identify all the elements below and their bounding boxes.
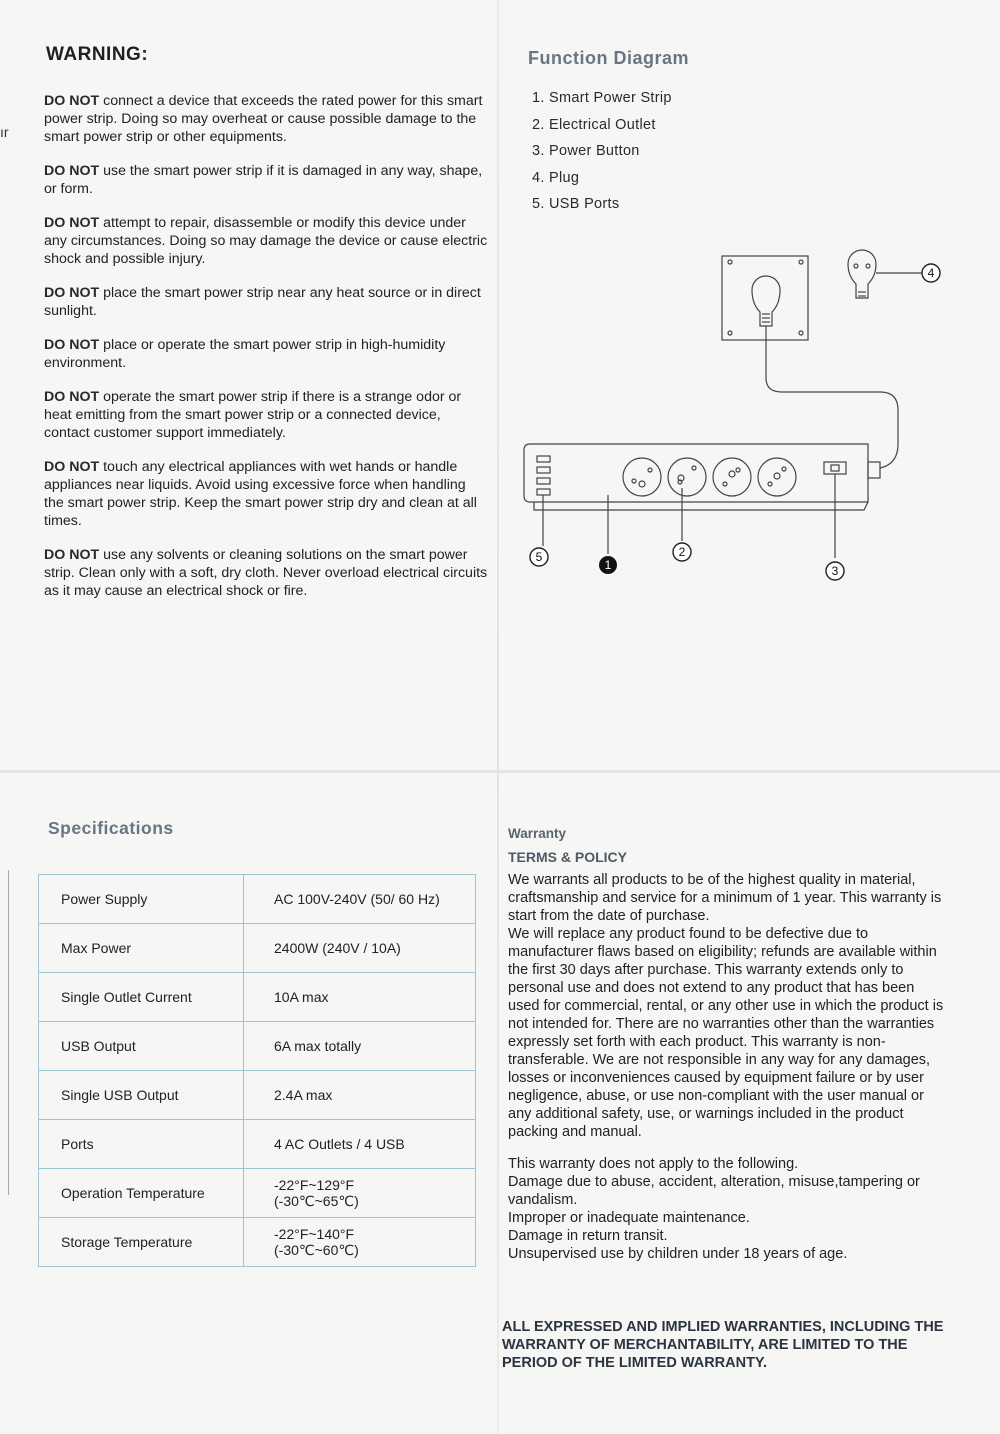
- spec-label: Single USB Output: [39, 1071, 244, 1120]
- inserted-plug-icon: [752, 276, 780, 326]
- function-list-item: 1. Smart Power Strip: [532, 90, 672, 106]
- page-fold-horizontal: [0, 770, 1000, 773]
- power-button: [824, 462, 846, 474]
- spec-value: 2.4A max: [244, 1071, 476, 1120]
- spec-value: 4 AC Outlets / 4 USB: [244, 1120, 476, 1169]
- electrical-outlets: [623, 458, 796, 496]
- warning-item: DO NOT use the smart power strip if it is damaged in any way, shape, or form.: [44, 163, 483, 197]
- spec-label: Operation Temperature: [39, 1169, 244, 1218]
- warranty-body: We warrants all products to be of the highest quality in material, craftsmanship and service for a minimum of 1 year. This warranty is start from the date of purchase. We will replace any product found to be defective due to manufacturer flaws based on eligibility; refunds are available within the first 30 days after purchase. This warranty extends only to personal use and does not extend to any product that has been used for commercial, rental, or any other use in which the product is not intended for. There are no warranties other than the warranties expressly set forth with each product. This warranty is non-transferable. We are not responsible in any way for any damages, losses or inconveniences caused by equipment failure or by user negligence, abuse, or use non-compliant with the user manual or any additional safety, use, or warnings included in the product packing and manual.: [508, 872, 944, 1140]
- function-diagram-title: Function Diagram: [528, 48, 690, 68]
- callout-5: 5: [535, 550, 543, 564]
- wall-socket-plate: [722, 256, 808, 340]
- function-list-item: 2. Electrical Outlet: [532, 116, 656, 133]
- spec-value: -22°F~140°F (-30℃~60℃): [244, 1218, 476, 1267]
- warning-item: DO NOT touch any electrical appliances with wet hands or handle appliances near liquids. Avoid using excessive force when handling the smart power strip. Keep the smart power strip dry and clean at all times.: [44, 459, 477, 529]
- table-row: [39, 1169, 476, 1218]
- spec-label: Ports: [39, 1120, 244, 1169]
- callout-1: 1: [604, 558, 612, 572]
- spec-value: 6A max totally: [244, 1022, 476, 1071]
- function-list-item: 3. Power Button: [532, 143, 640, 159]
- warning-item: DO NOT use any solvents or cleaning solutions on the smart power strip. Clean only with a soft, dry cloth. Never overload electrical circuits as it may cause an electrical shock or fire.: [44, 547, 488, 599]
- edge-text-fragment: ır: [0, 124, 9, 140]
- power-strip-diagram: [520, 248, 980, 588]
- warranty-section: [508, 826, 948, 1263]
- specifications-table: [38, 874, 476, 1267]
- callout-2: 2: [678, 545, 686, 559]
- warranty-exclusions: This warranty does not apply to the following. Damage due to abuse, accident, alteration, misuse,tampering or vandalism. Improper or inadequate maintenance. Damage in return transit. Unsupervised use by children under 18 years of age.: [508, 1156, 920, 1262]
- warning-item: DO NOT place or operate the smart power strip in high-humidity environment.: [44, 337, 446, 371]
- spec-label: Max Power: [39, 924, 244, 973]
- function-list-item: 5. USB Ports: [532, 196, 620, 212]
- plug-icon: [848, 250, 924, 298]
- function-diagram-section: [528, 48, 968, 218]
- spec-label: USB Output: [39, 1022, 244, 1071]
- warning-item: DO NOT attempt to repair, disassemble or modify this device under any circumstances. Doing so may damage the device or cause electric shock and possible injury.: [44, 215, 488, 267]
- callout-4: 4: [927, 266, 935, 280]
- specifications-title: Specifications: [48, 818, 174, 838]
- spec-label: Storage Temperature: [39, 1218, 244, 1267]
- table-row: [39, 875, 476, 924]
- table-row: [39, 1120, 476, 1169]
- warranty-title: Warranty: [508, 826, 567, 841]
- warranty-subtitle: TERMS & POLICY: [508, 849, 628, 865]
- table-row: [39, 1071, 476, 1120]
- function-list: [528, 85, 968, 218]
- power-strip-body: [524, 444, 880, 510]
- warning-title: WARNING:: [46, 44, 149, 65]
- table-row: [39, 1218, 476, 1267]
- table-row: [39, 924, 476, 973]
- power-cable: [766, 326, 898, 468]
- spec-value: AC 100V-240V (50/ 60 Hz): [244, 875, 476, 924]
- warning-item: DO NOT place the smart power strip near any heat source or in direct sunlight.: [44, 285, 481, 319]
- function-list-item: 4. Plug: [532, 169, 580, 186]
- spec-label: Power Supply: [39, 875, 244, 924]
- page-fold-vertical: [497, 0, 499, 1434]
- spec-value: -22°F~129°F (-30℃~65℃): [244, 1169, 476, 1218]
- warning-section: [44, 44, 489, 616]
- edge-line: [8, 870, 9, 1195]
- table-row: [39, 1022, 476, 1071]
- callout-3: 3: [831, 564, 839, 578]
- warning-item: DO NOT operate the smart power strip if there is a strange odor or heat emitting from the smart power strip or a connected device, contact customer support immediately.: [44, 389, 462, 441]
- spec-value: 2400W (240V / 10A): [244, 924, 476, 973]
- spec-label: Single Outlet Current: [39, 973, 244, 1022]
- usb-ports: [537, 456, 550, 495]
- warning-item: DO NOT connect a device that exceeds the rated power for this smart power strip. Doing so may overheat or cause possible damage to the smart power strip or other equipments.: [44, 93, 483, 145]
- table-row: [39, 973, 476, 1022]
- warranty-disclaimer: ALL EXPRESSED AND IMPLIED WARRANTIES, INCLUDING THE WARRANTY OF MERCHANTABILITY, ARE LIMITED TO THE PERIOD OF THE LIMITED WARRANTY.: [502, 1319, 944, 1371]
- spec-value: 10A max: [244, 973, 476, 1022]
